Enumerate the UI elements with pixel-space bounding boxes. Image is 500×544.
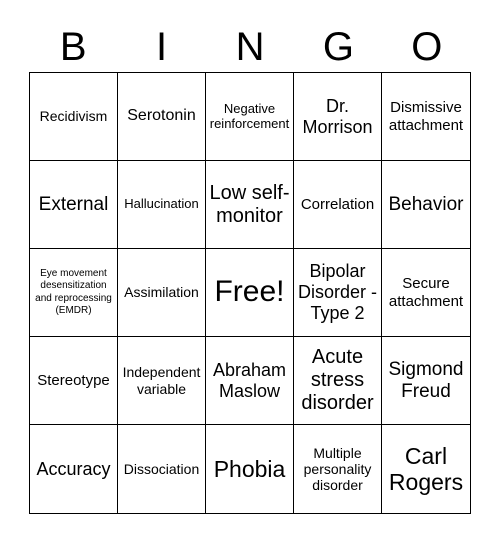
cell-label: Behavior — [388, 193, 464, 215]
bingo-header — [29, 22, 471, 72]
bingo-cell-r4-c1[interactable] — [118, 425, 206, 513]
bingo-cell-r2-c4[interactable] — [382, 249, 470, 337]
cell-label: External — [38, 193, 109, 215]
cell-label: Assimilation — [124, 284, 199, 301]
bingo-cell-r4-c4[interactable] — [382, 425, 470, 513]
free-space-label: Free! — [214, 275, 285, 309]
cell-label: Abraham Maslow — [212, 359, 287, 401]
bingo-cell-r1-c1[interactable] — [118, 161, 206, 249]
bingo-cell-r0-c4[interactable] — [382, 73, 470, 161]
bingo-cell-r2-c0[interactable] — [30, 249, 118, 337]
bingo-cell-free-space[interactable] — [206, 249, 294, 337]
cell-label: Carl Rogers — [388, 442, 464, 495]
bingo-cell-r0-c2[interactable] — [206, 73, 294, 161]
bingo-cell-r3-c2[interactable] — [206, 337, 294, 425]
bingo-cell-r1-c0[interactable] — [30, 161, 118, 249]
cell-label: Correlation — [300, 195, 375, 213]
header-letter-o: O — [411, 24, 443, 69]
cell-label: Negative reinforcement — [209, 100, 290, 131]
cell-label: Hallucination — [124, 196, 199, 212]
bingo-board — [29, 72, 471, 514]
bingo-cell-r3-c1[interactable] — [118, 337, 206, 425]
bingo-cell-r4-c3[interactable] — [294, 425, 382, 513]
bingo-cell-r1-c3[interactable] — [294, 161, 382, 249]
bingo-cell-r4-c0[interactable] — [30, 425, 118, 513]
cell-label: Acute stress disorder — [301, 346, 374, 414]
bingo-cell-r2-c3[interactable] — [294, 249, 382, 337]
bingo-cell-r1-c4[interactable] — [382, 161, 470, 249]
cell-label: Multiple personality disorder — [303, 444, 372, 494]
bingo-cell-r0-c0[interactable] — [30, 73, 118, 161]
cell-label: Bipolar Disorder - Type 2 — [297, 261, 377, 323]
cell-label: Dismissive attachment — [388, 99, 464, 134]
bingo-cell-r3-c4[interactable] — [382, 337, 470, 425]
bingo-cell-r3-c3[interactable] — [294, 337, 382, 425]
cell-label: Eye movement desensitization and reprocessing (EMDR) — [35, 267, 112, 316]
cell-label: Recidivism — [39, 108, 108, 125]
header-letter-n: N — [235, 24, 265, 69]
cell-label: Secure attachment — [388, 275, 464, 310]
bingo-cell-r0-c3[interactable] — [294, 73, 382, 161]
header-letter-i: I — [156, 24, 168, 69]
cell-label: Low self-monitor — [209, 181, 290, 227]
header-letter-b: B — [59, 24, 87, 69]
header-letter-g: G — [322, 24, 354, 69]
bingo-cell-r2-c1[interactable] — [118, 249, 206, 337]
cell-label: Stereotype — [37, 371, 110, 389]
cell-label: Serotonin — [127, 107, 196, 125]
cell-label: Phobia — [213, 455, 286, 482]
cell-label: Dr. Morrison — [302, 95, 373, 137]
bingo-cell-r1-c2[interactable] — [206, 161, 294, 249]
bingo-cell-r4-c2[interactable] — [206, 425, 294, 513]
cell-label: Dissociation — [123, 460, 200, 477]
bingo-cell-r0-c1[interactable] — [118, 73, 206, 161]
bingo-cell-r3-c0[interactable] — [30, 337, 118, 425]
cell-label: Accuracy — [36, 458, 111, 479]
cell-label: Sigmond Freud — [388, 358, 464, 402]
cell-label: Independent variable — [122, 364, 201, 397]
